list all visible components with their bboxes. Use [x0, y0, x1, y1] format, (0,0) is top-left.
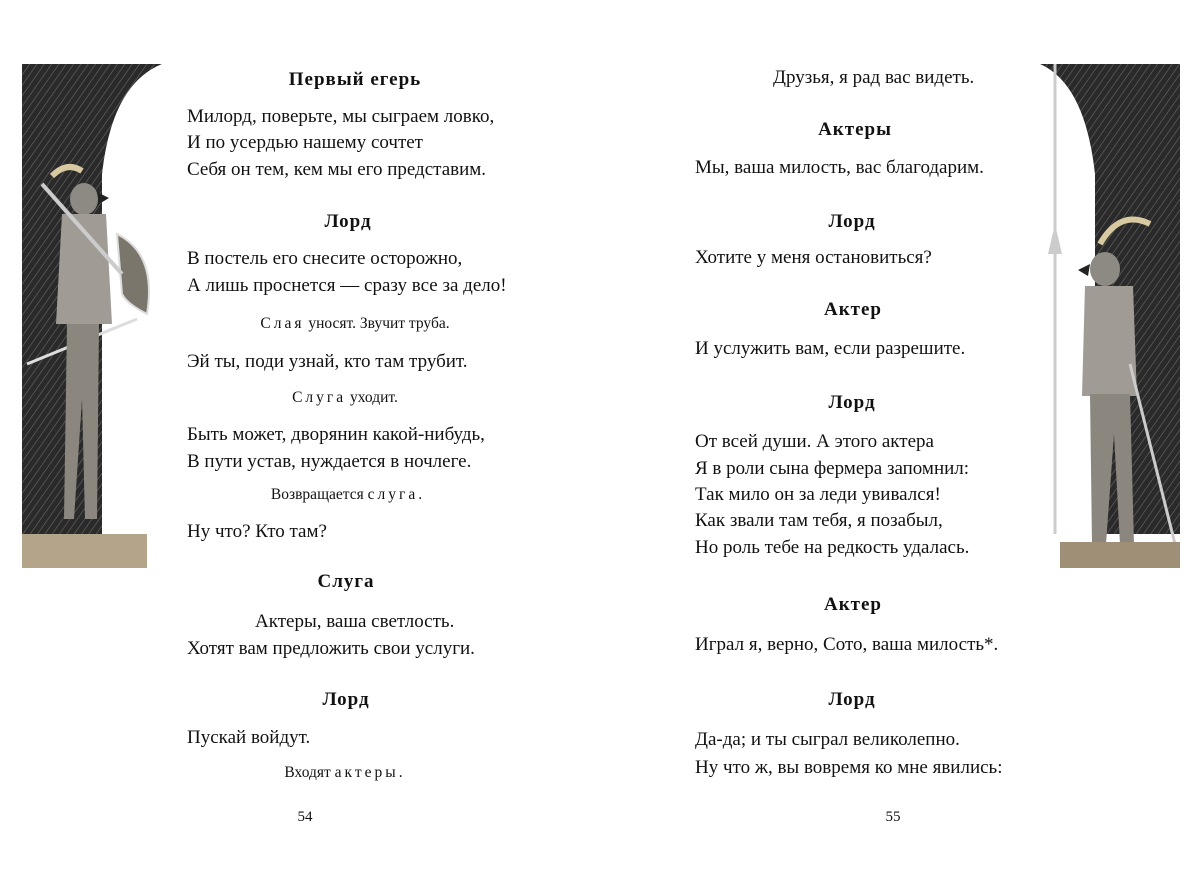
speaker-name: Актеры	[818, 119, 892, 140]
speaker-name: Лорд	[828, 392, 876, 413]
speaker-name: Лорд	[324, 211, 372, 232]
verse-line: Так мило он за леди увивался!	[695, 484, 941, 505]
stage-direction: Слуга уходит.	[292, 389, 398, 406]
verse-line: Эй ты, поди узнай, кто там трубит.	[187, 351, 468, 372]
verse-line: Играл я, верно, Сото, ваша милость*.	[695, 634, 999, 655]
knight-illustration-right	[1040, 64, 1180, 568]
verse-line: Милорд, поверьте, мы сыграем ловко,	[187, 106, 495, 127]
page-number: 55	[885, 809, 901, 825]
stage-direction: Входят актеры.	[284, 764, 406, 781]
verse-line: Хотят вам предложить свои услуги.	[187, 638, 475, 659]
speaker-name: Лорд	[828, 211, 876, 232]
knight-illustration-left	[22, 64, 162, 568]
verse-line: Актеры, ваша светлость.	[255, 611, 455, 632]
verse-line: От всей души. А этого актера	[695, 431, 934, 452]
speaker-name: Лорд	[828, 689, 876, 710]
stage-direction: Слая уносят. Звучит труба.	[260, 315, 450, 332]
verse-line: Мы, ваша милость, вас благодарим.	[695, 157, 984, 178]
verse-line: И по усердью нашему сочтет	[187, 132, 423, 153]
verse-line: В пути устав, нуждается в ночлеге.	[187, 451, 472, 472]
verse-line: Быть может, дворянин какой-нибудь,	[187, 424, 485, 445]
speaker-name: Лорд	[322, 689, 370, 710]
verse-line: Себя он тем, кем мы его представим.	[187, 159, 487, 180]
verse-line: Но роль тебе на редкость удалась.	[695, 537, 970, 558]
verse-line: Пускай войдут.	[187, 727, 311, 748]
verse-line: И услужить вам, если разрешите.	[695, 338, 966, 359]
speaker-name: Слуга	[317, 571, 375, 592]
verse-line: Как звали там тебя, я позабыл,	[695, 510, 943, 531]
page-number: 54	[297, 809, 313, 825]
verse-line: А лишь проснется — сразу все за дело!	[187, 275, 507, 296]
stage-direction: Возвращается слуга.	[270, 486, 426, 503]
verse-line: Хотите у меня остановиться?	[695, 247, 932, 268]
verse-line: Ну что ж, вы вовремя ко мне явились:	[695, 757, 1003, 778]
verse-line: В постель его снесите осторожно,	[187, 248, 463, 269]
verse-line: Ну что? Кто там?	[187, 521, 327, 542]
verse-line: Я в роли сына фермера запомнил:	[695, 458, 970, 479]
speaker-name: Первый егерь	[288, 69, 422, 90]
speaker-name: Актер	[823, 299, 883, 320]
speaker-name: Актер	[823, 594, 883, 615]
verse-line: Друзья, я рад вас видеть.	[773, 67, 975, 88]
verse-line: Да-да; и ты сыграл великолепно.	[695, 729, 960, 750]
